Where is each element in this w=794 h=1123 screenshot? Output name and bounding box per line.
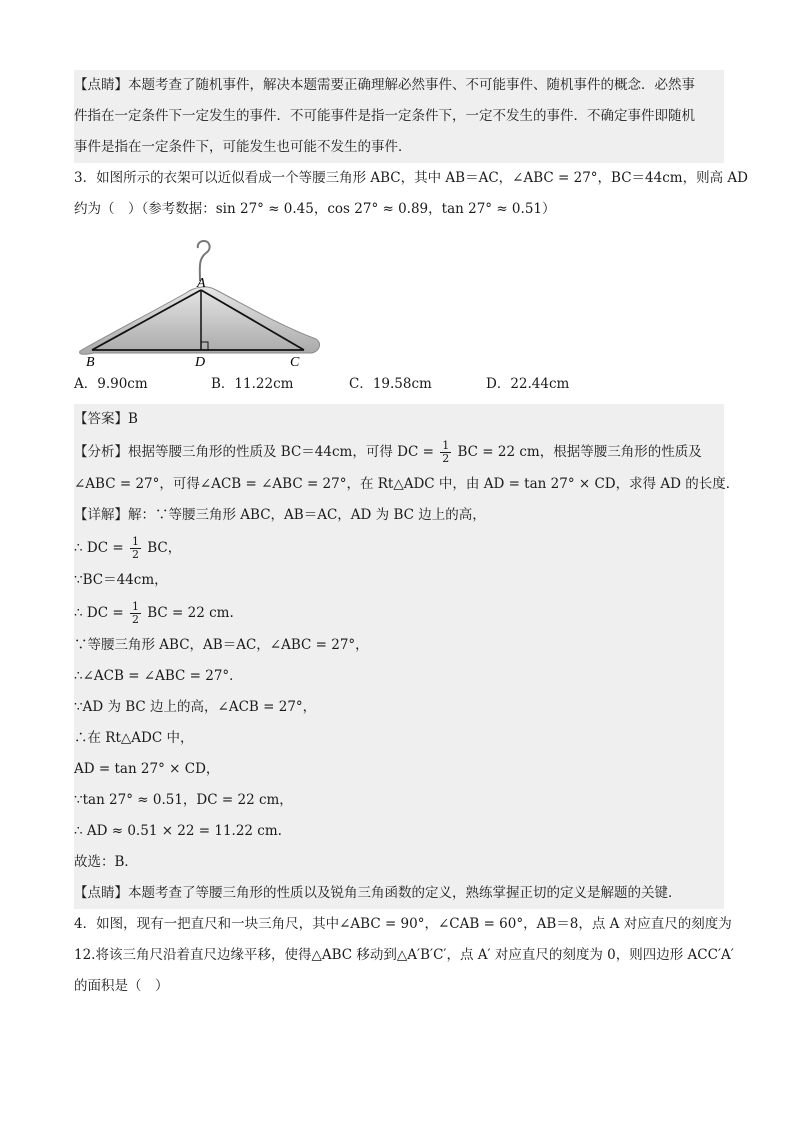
label-a: A (197, 276, 206, 291)
hanger-body (80, 287, 320, 354)
fraction-denominator: 2 (131, 548, 139, 561)
detail-line: 故选：B． (74, 854, 138, 870)
fraction-numerator: 1 (131, 535, 139, 548)
detail-line: ∵BC＝44cm， (74, 572, 168, 588)
detail-line: ∴∠ACB = ∠ABC = 27°． (74, 668, 243, 684)
half-fraction (130, 536, 141, 561)
detail-line: ∴在 Rt△ADC 中， (74, 730, 194, 746)
q4-stem-line3: 的面积是（ ） (74, 978, 169, 994)
option-a: A．9.90cm (74, 376, 148, 392)
prev-tip-line: 件指在一定条件下一定发生的事件．不可能事件是指一定条件下，一定不发生的事件．不确定事件即随机 (74, 108, 695, 124)
half-fraction (440, 440, 451, 465)
q3-stem-line2: 约为（ ）（参考数据：sin 27° ≈ 0.45，cos 27° ≈ 0.89，tan 27° ≈ 0.51） (74, 201, 556, 217)
fraction-denominator: 2 (442, 452, 450, 465)
answer-line: 【答案】B (74, 411, 138, 427)
fraction-numerator: 1 (131, 600, 139, 613)
detail-line: 【详解】解：∵等腰三角形 ABC，AB＝AC，AD 为 BC 边上的高， (74, 507, 486, 523)
detail-line: ∴ AD ≈ 0.51 × 22 = 11.22 cm. (74, 823, 282, 839)
tip-line: 【点睛】本题考查了等腰三角形的性质以及锐角三角函数的定义，熟练掌握正切的定义是解题的关键． (74, 885, 682, 901)
prev-tip-line: 【点睛】本题考查了随机事件，解决本题需要正确理解必然事件、不可能事件、随机事件的概念．必然事 (74, 77, 695, 93)
q3-stem-line1: 3．如图所示的衣架可以近似看成一个等腰三角形 ABC，其中 AB＝AC，∠ABC = 27°，BC＝44cm，则高 AD (74, 170, 748, 186)
analysis-line2: ∠ABC = 27°，可得∠ACB = ∠ABC = 27°，在 Rt△ADC 中，由 AD = tan 27° × CD，求得 AD 的长度． (74, 476, 740, 492)
hanger-diagram (74, 229, 334, 367)
fraction-denominator: 2 (131, 613, 139, 626)
detail-line (74, 531, 724, 565)
detail-line: ∵AD 为 BC 边上的高，∠ACB = 27°， (74, 699, 317, 715)
q4-stem-line1: 4．如图，现有一把直尺和一块三角尺，其中∠ABC = 90°，∠CAB = 60°，AB＝8，点 A 对应直尺的刻度为 (74, 916, 732, 932)
q3-options (74, 369, 724, 400)
detail-line (74, 596, 724, 630)
option-d: D．22.44cm (486, 376, 570, 392)
analysis-post: BC = 22 cm，根据等腰三角形的性质及 (457, 444, 702, 460)
prev-tip-block (74, 70, 724, 163)
q3-solution-block (74, 404, 740, 909)
hanger-figure (74, 229, 724, 367)
detail-line: ∵tan 27° ≈ 0.51，DC = 22 cm， (74, 792, 293, 808)
detail-l2-post: BC， (147, 540, 182, 556)
analysis-pre: 【分析】根据等腰三角形的性质及 BC＝44cm，可得 DC = (74, 444, 434, 460)
detail-l2-pre: ∴ DC = (74, 540, 124, 556)
detail-l4-post: BC = 22 cm. (147, 605, 234, 621)
q4-stem-line2: 12.将该三角尺沿着直尺边缘平移，使得△ABC 移动到△A′B′C′，点 A′ 对应直尺的刻度为 0，则四边形 ACC′A′ (74, 947, 734, 963)
hanger-hook (198, 241, 210, 281)
analysis-line1 (74, 435, 724, 469)
fraction-numerator: 1 (442, 439, 450, 452)
document-page (74, 70, 748, 1002)
detail-line: ∵等腰三角形 ABC，AB＝AC，∠ABC = 27°， (74, 637, 369, 653)
half-fraction (130, 601, 141, 626)
option-b: B．11.22cm (211, 376, 294, 392)
detail-line: AD = tan 27° × CD， (74, 761, 220, 777)
option-c: C．19.58cm (349, 376, 432, 392)
detail-l4-pre: ∴ DC = (74, 605, 124, 621)
prev-tip-line: 事件是指在一定条件下，可能发生也可能不发生的事件． (74, 139, 412, 155)
label-b: B (86, 355, 95, 367)
label-d: D (195, 355, 206, 367)
label-c: C (290, 355, 300, 367)
